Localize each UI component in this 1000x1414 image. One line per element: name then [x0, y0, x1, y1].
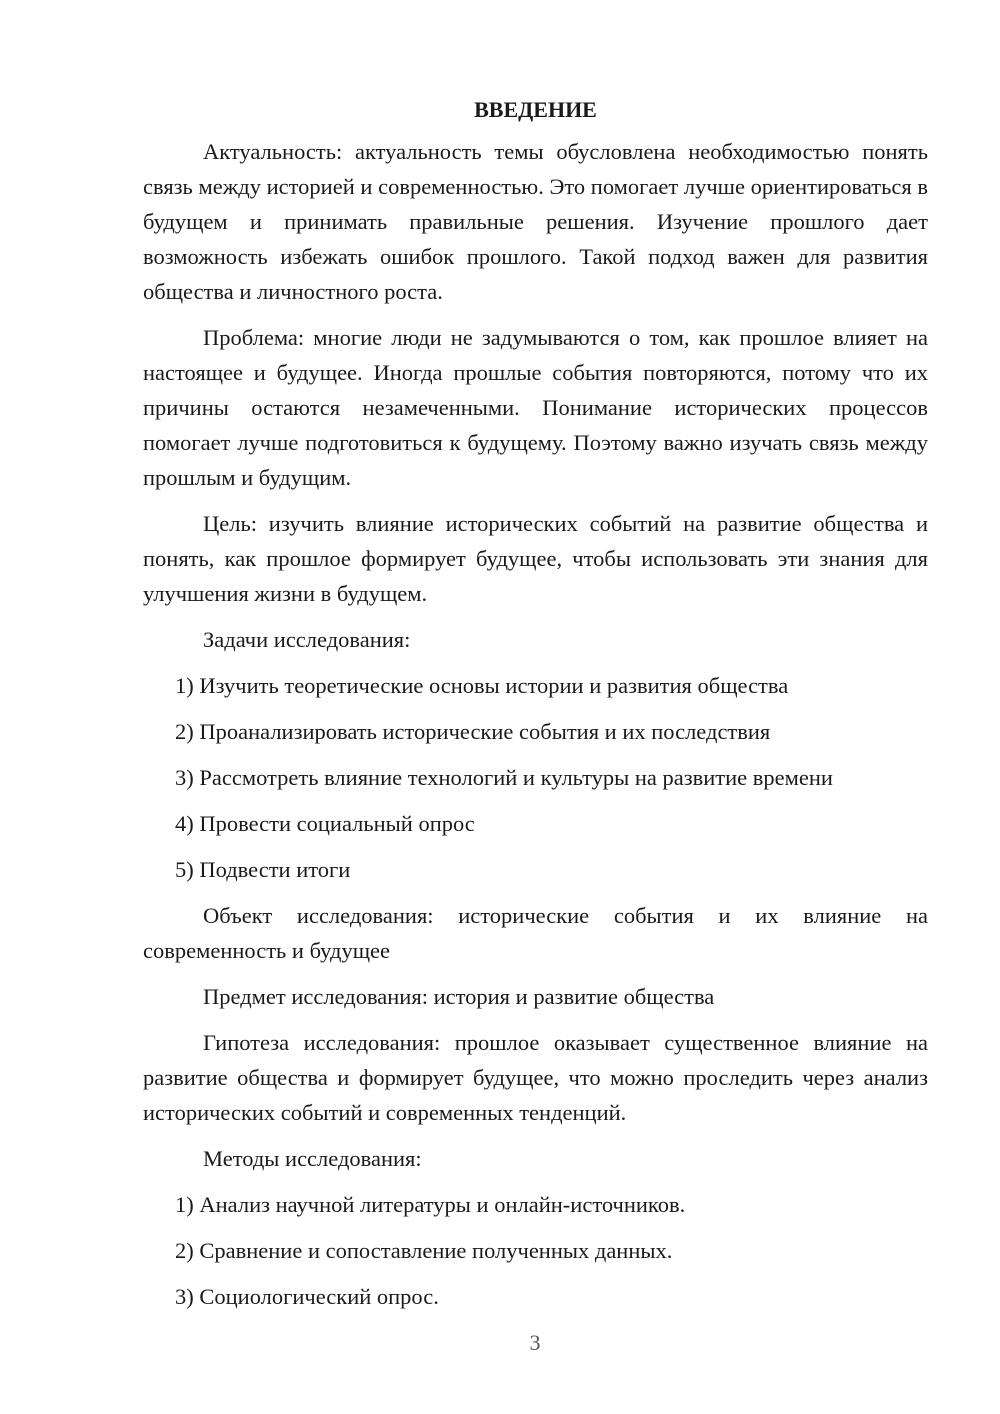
goal-paragraph: Цель: изучить влияние исторических событий на развитие общества и понять, как прошлое формирует будущее, чтобы использовать эти знания для улучшения жизни в будущем. [143, 511, 928, 606]
task-item: 3) Рассмотреть влияние технологий и культуры на развитие времени [175, 765, 833, 790]
relevance-paragraph: Актуальность: актуальность темы обусловлена необходимостью понять связь между историей и современностью. Это помогает лучше ориентироваться в будущем и принимать правильные решения. Изучение прошлого дает возможность избежать ошибок прошлого. Такой подход важен для развития общества и личностного роста. [143, 139, 928, 304]
problem-paragraph: Проблема: многие люди не задумываются о том, как прошлое влияет на настоящее и будущее. Иногда прошлые события повторяются, потому что их причины остаются незамеченными. Понимание исторических процессов помогает лучше подготовиться к будущему. Поэтому важно изучать связь между прошлым и будущим. [143, 325, 928, 490]
page-number: 3 [529, 1330, 541, 1355]
task-item: 2) Проанализировать исторические события и их последствия [175, 719, 771, 744]
document-page [143, 92, 928, 1325]
section-heading: ВВЕДЕНИЕ [474, 97, 597, 122]
subject-paragraph: Предмет исследования: история и развитие общества [203, 984, 715, 1009]
task-item: 1) Изучить теоретические основы истории и развития общества [175, 673, 789, 698]
method-item: 3) Социологический опрос. [175, 1284, 439, 1309]
methods-label: Методы исследования: [203, 1146, 422, 1171]
hypothesis-paragraph: Гипотеза исследования: прошлое оказывает существенное влияние на развитие общества и формирует будущее, что можно проследить через анализ исторических событий и современных тенденций. [143, 1030, 928, 1125]
method-item: 1) Анализ научной литературы и онлайн-источников. [175, 1192, 686, 1217]
tasks-label: Задачи исследования: [203, 627, 411, 652]
method-item: 2) Сравнение и сопоставление полученных данных. [175, 1238, 673, 1263]
task-item: 4) Провести социальный опрос [175, 811, 475, 836]
task-item: 5) Подвести итоги [175, 857, 351, 882]
object-paragraph: Объект исследования: исторические события и их влияние на современность и будущее [143, 903, 928, 963]
